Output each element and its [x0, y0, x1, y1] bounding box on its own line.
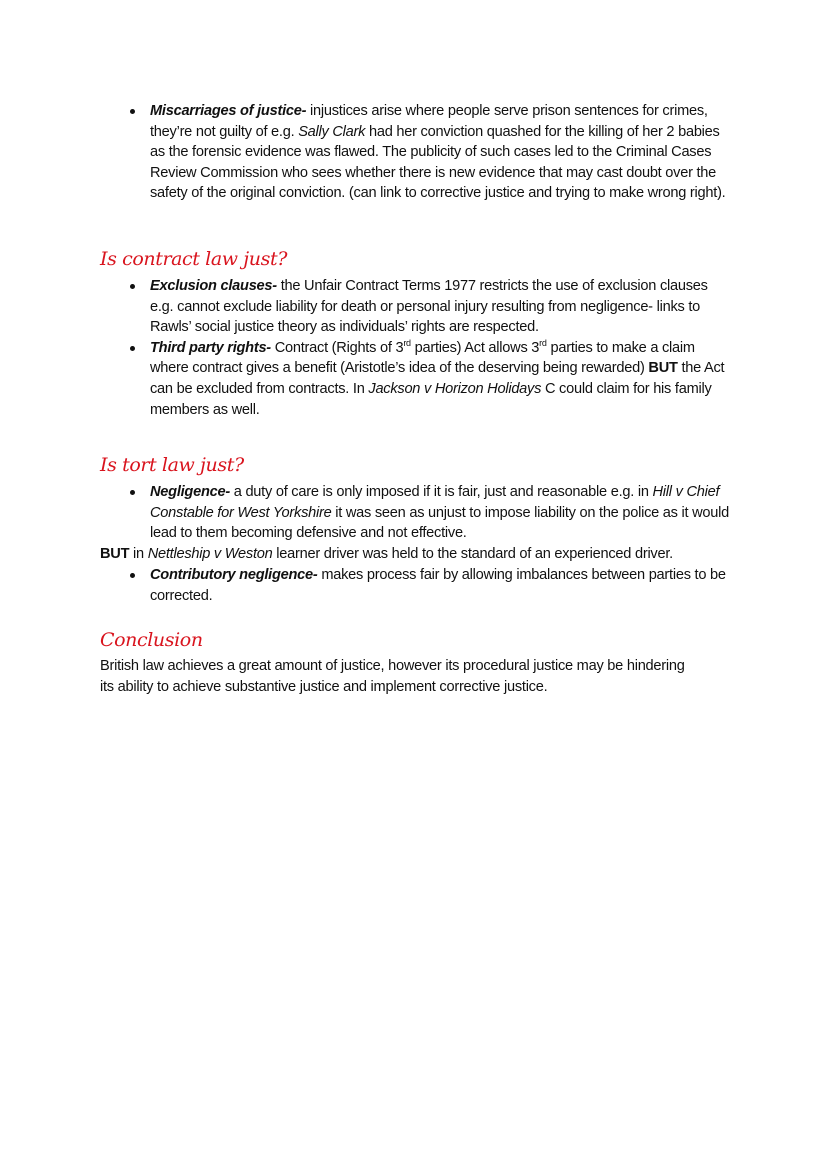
bullet-text: Contract (Rights of 3: [270, 339, 404, 356]
tort-bullet-list-1: [100, 482, 732, 544]
contract-bullet-list: [100, 276, 732, 420]
bullet-text: makes process fair by allowing imbalances between parties to be corrected.: [150, 567, 726, 604]
bullet-text: parties) Act allows 3: [410, 339, 540, 356]
bullet-text: parties to make a claim where contract gives a benefit (Aristotle’s idea of the deserving being rewarded): [150, 339, 695, 377]
bullet-lead: Contributory negligence-: [150, 567, 318, 583]
superscript: rd: [403, 337, 411, 348]
bullet-text: had her conviction quashed for the killing of her 2 babies as the forensic evidence was flawed. The publicity of such cases led to the Criminal Cases Review Commission who sees whether there is new evidence that may cast doubt over the safety of the original conviction. (can link to corrective justice and trying to make wrong right).: [150, 123, 726, 202]
case-name: Sally Clark: [298, 123, 366, 140]
bullet-icon: [130, 284, 135, 289]
list-item-negligence: [100, 482, 732, 544]
but-nettleship-line: [100, 544, 750, 565]
bullet-lead: Third party rights-: [150, 339, 271, 356]
intro-bullet-list: [100, 101, 732, 204]
emphasis-but: BUT: [100, 546, 130, 562]
bullet-text: the Act can be excluded from contracts. In: [150, 360, 725, 397]
tort-bullet-list-2: [100, 565, 732, 606]
bullet-icon: [130, 109, 135, 114]
superscript: rd: [539, 337, 547, 348]
case-name: Hill v Chief Constable for West Yorkshire: [150, 484, 720, 521]
list-item-contributory-negligence: [100, 565, 732, 606]
heading-conclusion: Conclusion: [100, 629, 203, 651]
bullet-icon: [130, 490, 135, 495]
list-item-exclusion-clauses: [100, 276, 732, 338]
case-name: Nettleship v Weston: [147, 546, 273, 562]
bullet-text: a duty of care is only imposed if it is fair, just and reasonable e.g. in: [229, 484, 653, 500]
list-item-miscarriages-of-justice: [100, 101, 732, 204]
paragraph-text: in: [129, 546, 148, 562]
heading-contract-law: Is contract law just?: [100, 248, 287, 270]
bullet-text: the Unfair Contract Terms 1977 restricts the use of exclusion clauses e.g. cannot exclude liability for death or personal injury resulting from negligence- links to Rawls’ social justice theory as individuals’ rights are respected.: [150, 278, 708, 336]
bullet-text: C could claim for his family members as well.: [150, 380, 712, 418]
bullet-text: it was seen as unjust to impose liability on the police as it would lead to them becoming defensive and not effective.: [150, 504, 729, 542]
heading-tort-law: Is tort law just?: [100, 454, 244, 476]
paragraph-text: learner driver was held to the standard of an experienced driver.: [272, 546, 673, 562]
bullet-lead: Negligence-: [150, 484, 230, 500]
list-item-third-party-rights: [100, 338, 732, 420]
bullet-lead: Miscarriages of justice-: [150, 103, 307, 119]
bullet-text: injustices arise where people serve prison sentences for crimes, they’re not guilty of e.g.: [150, 103, 708, 140]
bullet-icon: [130, 346, 135, 351]
conclusion-paragraph: British law achieves a great amount of justice, however its procedural justice may be hindering its ability to achieve substantive justice and implement corrective justice.: [100, 658, 685, 695]
case-name: Jackson v Horizon Holidays: [368, 380, 542, 397]
emphasis-but: BUT: [648, 360, 678, 377]
bullet-icon: [130, 573, 135, 578]
bullet-lead: Exclusion clauses-: [150, 278, 277, 294]
